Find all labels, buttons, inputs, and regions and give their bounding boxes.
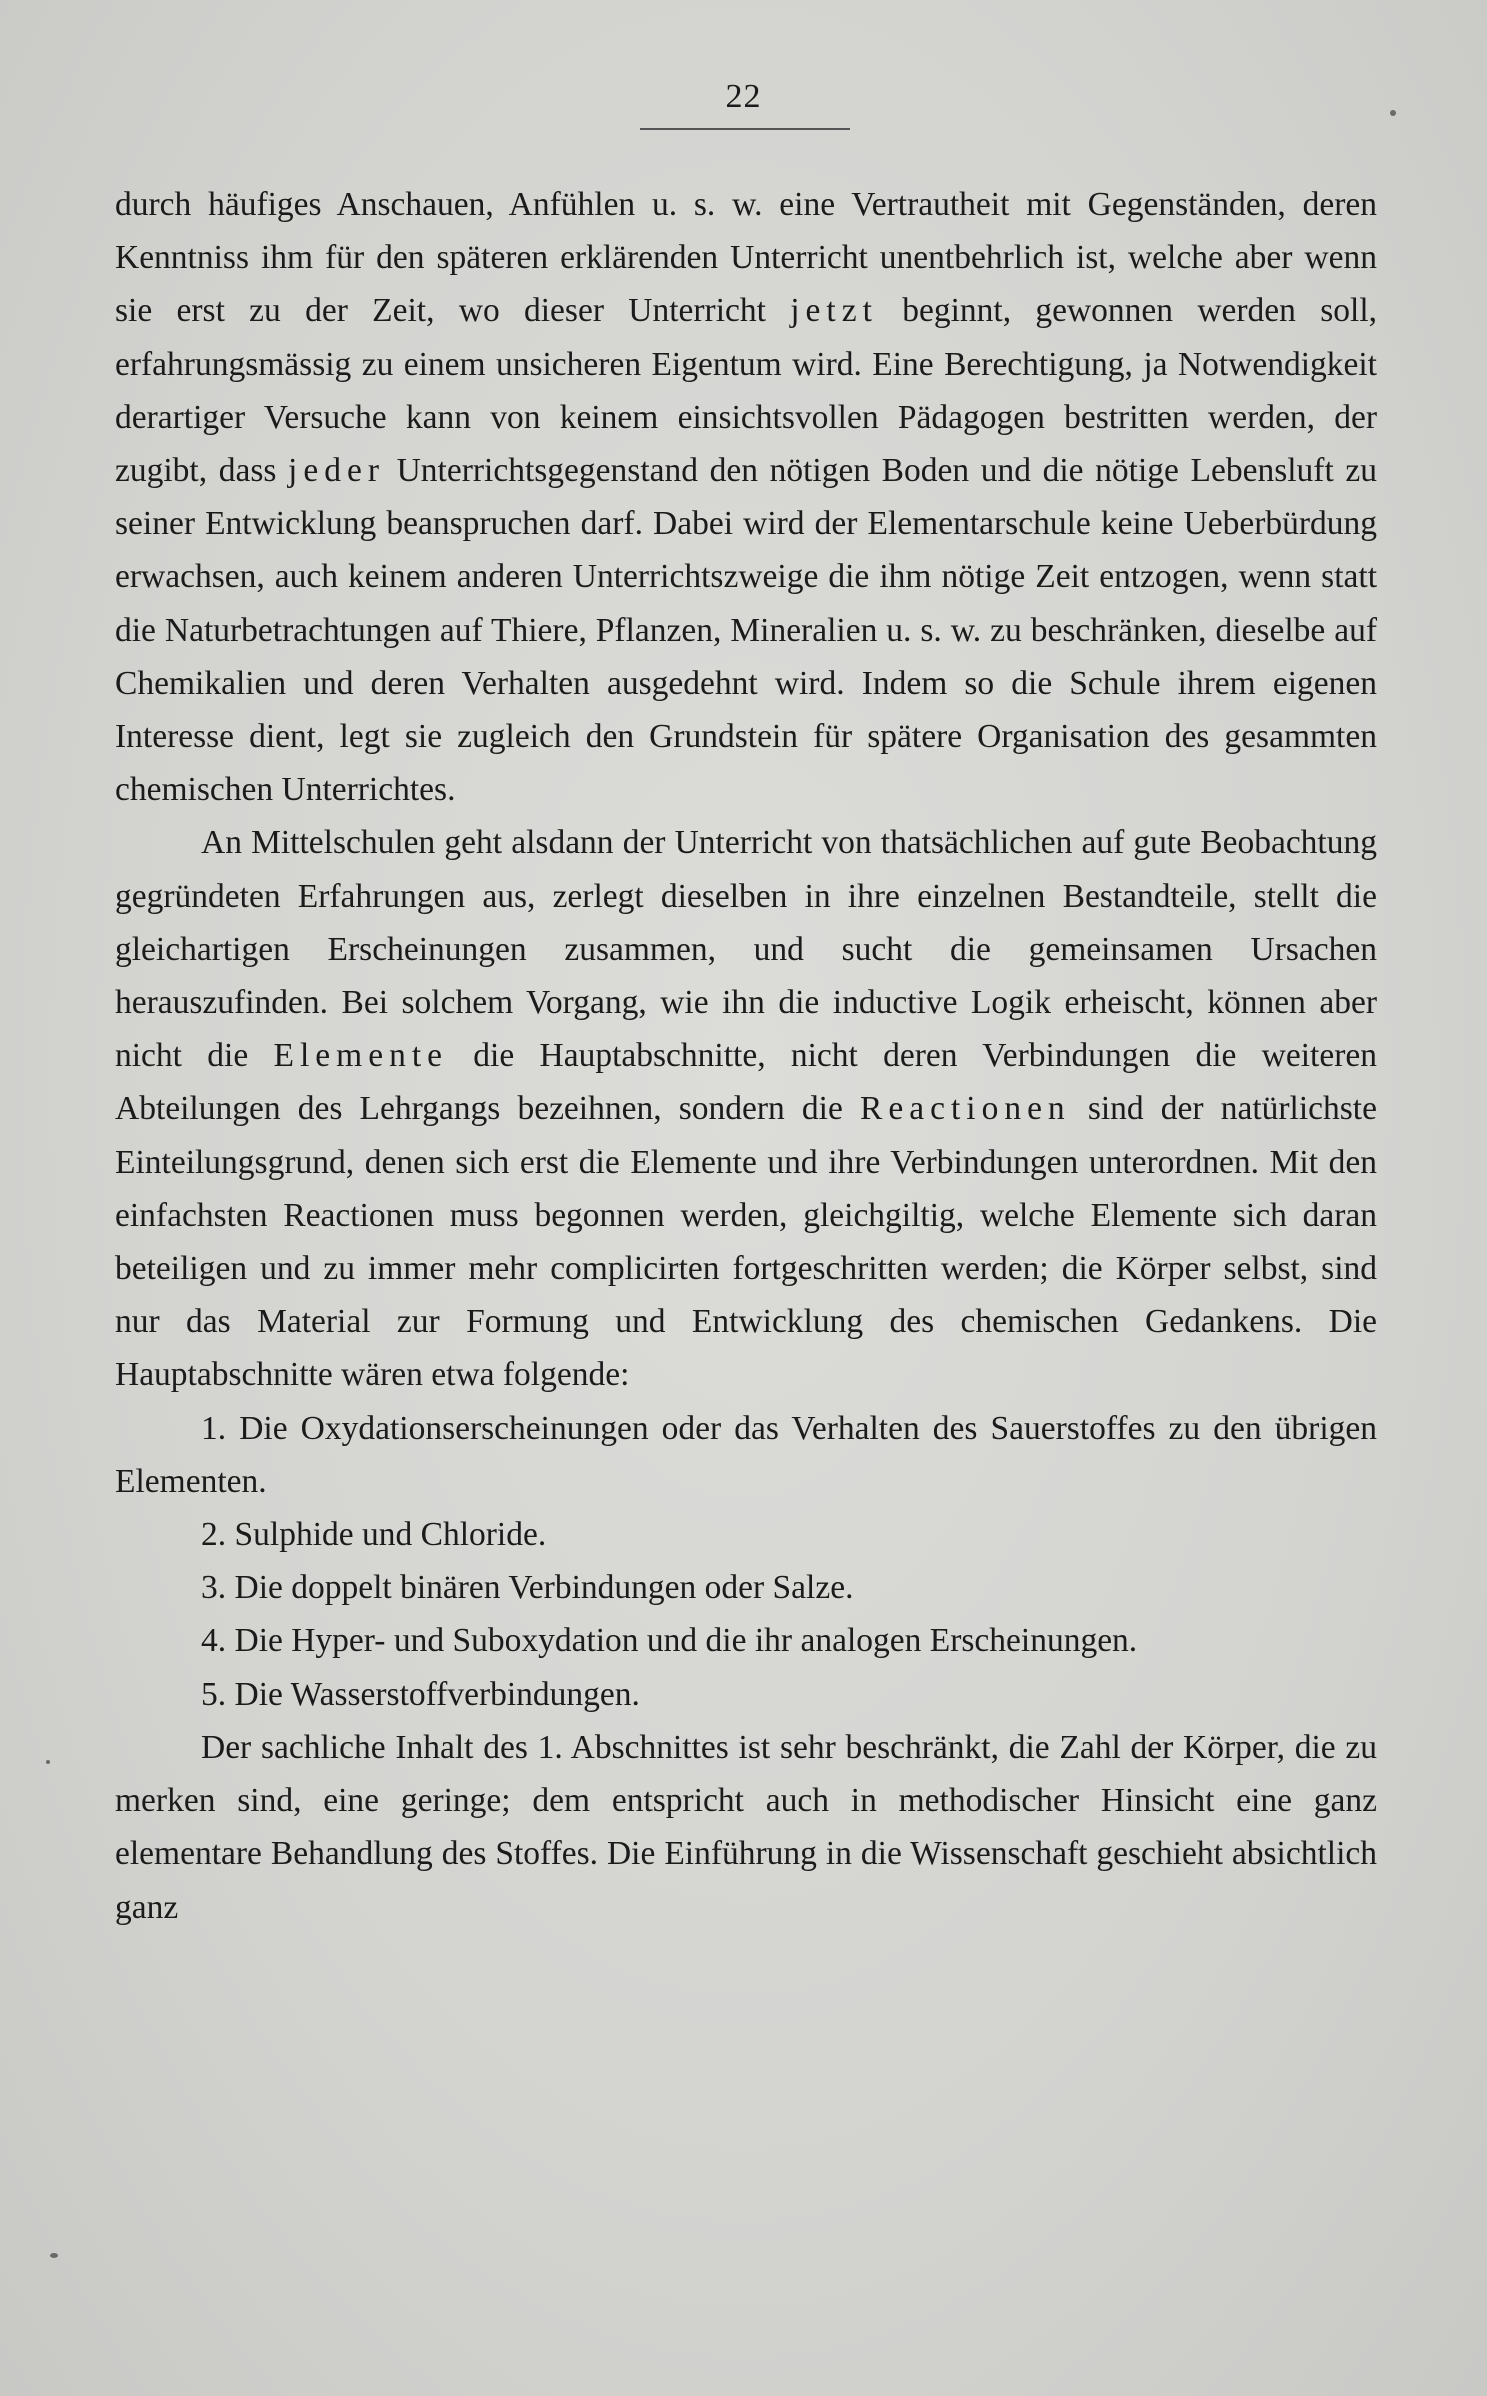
text-run: Unterrichtsgegenstand den nötigen Boden und die nötige Lebensluft zu seiner Entwicklung beanspruchen darf. Dabei wird der Elementarschule keine Ueberbürdung erwachsen, auch keinem anderen Unterrichtszweige die ihm nötige Zeit entzogen, wenn statt die Naturbetrachtungen auf Thiere, Pflanzen, Mineralien u. s. w. zu beschränken, dieselbe auf Chemikalien und deren Verhalten ausgedehnt wird. Indem so die Schule ihrem eigenen Interesse dient, legt sie zugleich den Grundstein für spätere Organisation des gesammten chemischen Unterrichtes. [115, 452, 1377, 809]
list-item [115, 1402, 1377, 1508]
ink-speck [50, 2253, 58, 2258]
text-run: beginnt, gewonnen werden soll, erfahrungsmässig zu einem unsicheren Eigentum wird. Eine Berechtigung, ja Notwendigkeit derartiger Versuche kann von keinem einsichtsvollen Pädagogen bestritten werden, der zugibt, dass [115, 292, 1377, 490]
list-text: Sulphide und Chloride. [234, 1516, 547, 1554]
list-text: Die Hyper- und Suboxydation und die ihr analogen Erscheinungen. [234, 1622, 1138, 1660]
list-text: Die doppelt binären Verbindungen oder Salze. [234, 1569, 854, 1607]
section-list [115, 1402, 1377, 1721]
list-item [115, 1614, 1377, 1667]
list-number: 2. [201, 1516, 227, 1554]
emphasized-word: jetzt [790, 292, 878, 330]
closing-paragraph: Der sachliche Inhalt des 1. Abschnittes ist sehr beschränkt, die Zahl der Körper, die zu merken sind, eine geringe; dem entspricht auch in methodischer Hinsicht eine ganz elementare Behandlung des Stoffes. Die Einführung in die Wissenschaft geschieht absichtlich ganz [115, 1728, 1377, 1926]
text-run: durch häufiges Anschauen, Anfühlen u. s. w. eine Vertrautheit mit Gegenständen, deren Kenntniss ihm für den späteren erklärenden Unterricht unentbehrlich ist, welche aber wenn sie erst zu der Zeit, wo dieser Unterricht [115, 186, 1377, 330]
text-run: die Hauptabschnitte, nicht deren Verbindungen die weiteren Abteilungen des Lehrgangs bezeihnen, sondern die [115, 1037, 1377, 1128]
paragraph [115, 178, 1377, 816]
ink-speck [1390, 110, 1396, 116]
ink-speck [46, 1760, 50, 1764]
list-number: 3. [201, 1569, 227, 1607]
list-number: 4. [201, 1622, 227, 1660]
list-item [115, 1668, 1377, 1721]
body-text [115, 178, 1377, 1934]
emphasized-word: jeder [288, 452, 385, 490]
list-item [115, 1508, 1377, 1561]
list-item [115, 1561, 1377, 1614]
list-text: Die Wasserstoffverbindungen. [234, 1675, 640, 1713]
list-number: 5. [201, 1675, 227, 1713]
list-text: Die Oxydationserscheinungen oder das Verhalten des Sauerstoffes zu den übrigen Elementen. [115, 1409, 1378, 1500]
list-number: 1. [201, 1409, 227, 1447]
page-number: 22 [725, 78, 762, 115]
text-run: sind der natürlichste Einteilungsgrund, denen sich erst die Elemente und ihre Verbindungen unterordnen. Mit den einfachsten Reactionen muss begonnen werden, gleichgiltig, welche Elemente sich daran beteiligen und zu immer mehr complicirten fortgeschritten werden; die Körper selbst, sind nur das Material zur Formung und Entwicklung des chemischen Gedankens. Die Hauptabschnitte wären etwa folgende: [115, 1090, 1377, 1394]
header-rule [640, 128, 850, 130]
emphasized-word: Reactionen [860, 1090, 1071, 1128]
paragraph [115, 816, 1377, 1401]
text-run: An Mittelschulen geht alsdann der Unterricht von thatsächlichen auf gute Beobachtung gegründeten Erfahrungen aus, zerlegt dieselben in ihre einzelnen Bestandteile, stellt die gleichartigen Erscheinungen zusammen, und sucht die gemeinsamen Ursachen herauszufinden. Bei solchem Vorgang, wie ihn die inductive Logik erheischt, können aber nicht die [115, 824, 1377, 1075]
emphasized-word: Elemente [273, 1037, 448, 1075]
